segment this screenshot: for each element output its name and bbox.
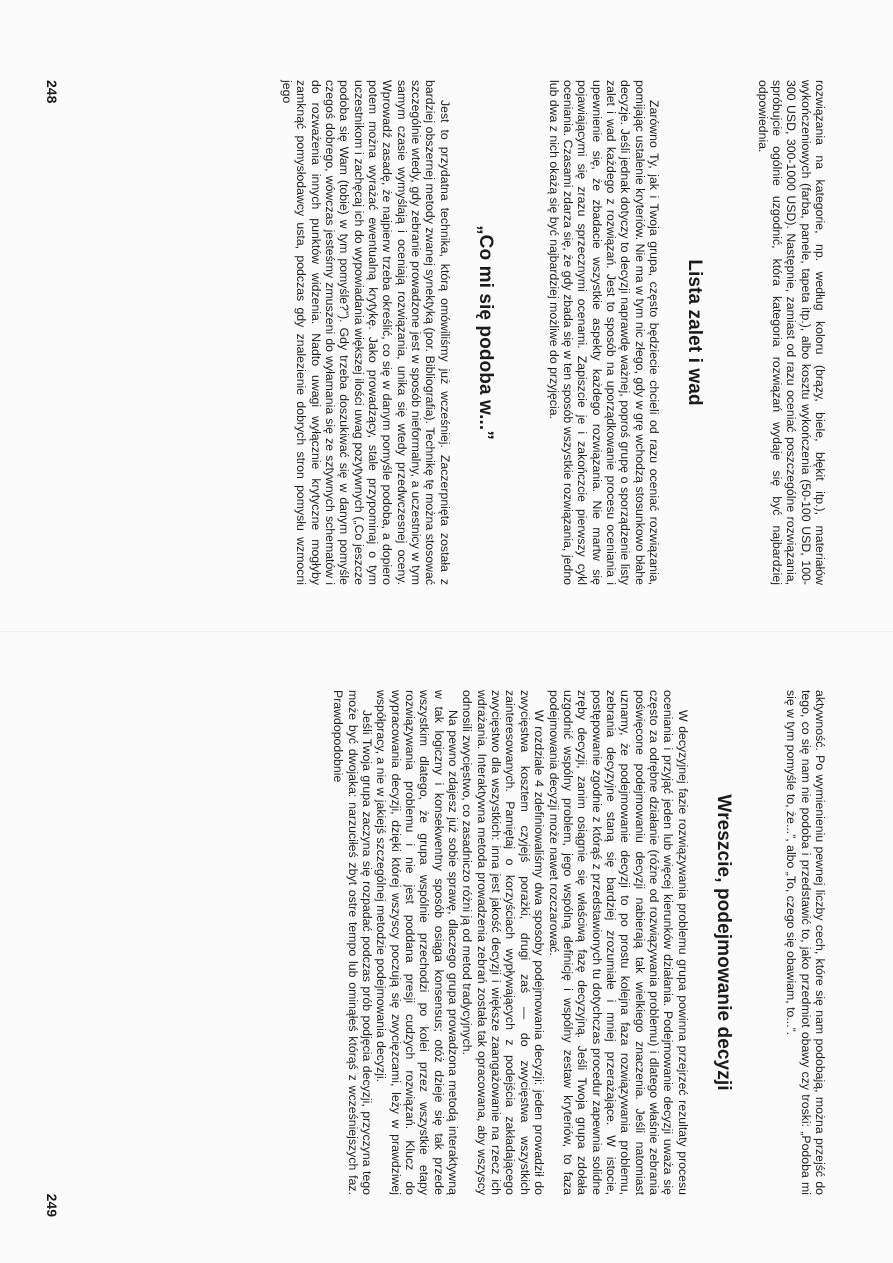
section-pros-cons-paragraph: Zarówno Ty, jak i Twoja grupa, często będziecie chcieli od razu oceniać rozwiązania, pomijając ustalenie kryteriów. Nie ma w tym nic złego, gdy w grę wchodzą stosunkowo błahe decyzje. Jeśli jednak dotyczy to decyzji naprawdę ważnej, poproś grupę o sporządzenie listy zalet i wad każdego z rozwiązań. Jest to sposób na uporządkowanie procesu oceniania i upewnienie się, że zbadacie wszystkie aspekty każdego rozwiązania. Nie martw się pojawiającymi się zrazu sprzecznymi ocenami. Zapiszcie je i zakończcie pierwszy cykl oceniania. Czasami zdarza się, że gdy zbada się w ten sposób wszystkie rozwiązania, jedno lub dwa z nich okażą się być najbardziej możliwe do przyjęcia. [546, 80, 661, 585]
decision-paragraph-3: Na pewno zdajesz już sobie sprawę, dlaczego grupa prowadzona metodą interaktywną w tak logiczny i konsekwentny sposób osiąga konsensus; otóż dzieje się tak przede wszystkim dlatego, że grupa wspólnie przechodzi po kolei przez wszystkie etapy rozwiązywania problemu i nie jest poddana presji cudzych rozwiązań. Klucz do wypracowania decyzji, dzięki której wszyscy poczują się zwycięzcami, leży w prawdziwej współpracy, a nie w jakiejś szczególnej metodzie podejmowania decyzji. [374, 690, 461, 1195]
decision-paragraph-2: W rozdziale 4 zdefiniowaliśmy dwa sposoby podejmowania decyzji: jeden prowadził do zwycięstwa kosztem czyjejś porażki, drugi zaś — do zwycięstwa wszystkich zainteresowanych. Pamiętaj o korzyściach wypływających z podejścia zakładającego zwycięstwo dla wszystkich: inna jest jakość decyzji i większe zaangażowanie na rzecz ich wdrażania. Interaktywna metoda prowadzenia zebrań została tak opracowana, aby wszyscy odnosili zwycięstwo, co zasadniczo różni ją od metod tradycyjnych. [460, 690, 547, 1195]
heading-pros-cons-list: Lista zalet i wad [684, 259, 706, 406]
decision-paragraph-4: Jeśli Twoja grupa zaczyna się rozpadać podczas prób podjęcia decyzji, przyczyna tego może być dwojaka: narzuciłeś zbyt ostre tempo lub ominąłeś którąś z wcześniejszych faz. Prawdopodobnie [331, 690, 375, 1195]
intro-paragraph: aktywność. Po wymienieniu pewnej liczby cech, które się nam podobają, można przejść do tego, co się nam nie podoba i przedstawić to, jako przedmiot obawy czy troski: „Podoba mi się w tym pomyśle to, że...”, albo „To, czego się obawiam, to...”. [784, 690, 827, 1195]
intro-paragraph: rozwiązania na kategorie, np. według koloru (brązy, biele, błękit itp.), materiałów wykończeniowych (farba, panele, tapeta itp.), albo kosztu wykończenia (50-100 USD, 100-300 USD, 300-1000 USD). Następnie, zamiast od razu oceniać poszczególne rozwiązania, spróbujcie ogólnie uzgodnić, która kategoria rozwiązań wydaje się być najbardziej odpowiednia. [755, 80, 827, 585]
heading-decision-making: Wreszcie, podejmowanie decyzji [712, 794, 734, 1091]
section-what-i-like-paragraph: Jest to przydatna technika, którą omówiliśmy już wcześniej. Zaczerpnięta została z bardziej obszernej metody zwanej synektyką (por. Bibliografia). Technikę tę można stosować szczególnie wtedy, gdy zebranie prowadzone jest w sposób nieformalny, a uczestnicy w tym samym czasie wymyślają i oceniają rozwiązania, unika się wtedy przedwczesnej oceny. Wprowadź zasadę, że najpierw trzeba określić, co się w danym pomyśle podoba, a dopiero potem można wyrażać ewentualną krytykę. Jako prowadzący, stale przypominaj o tym uczestnikom i zachęcaj ich do wypowiadania większej ilości uwag pozytywnych („Co jeszcze podoba się Wam (tobie) w tym pomyśle?”). Gdy trzeba doszukiwać się w danym pomyśle czegoś dobrego, wówczas jesteśmy zmuszeni do wyłamania się ze sztywnych schematów i do rozważenia innych punktów widzenia. Nadto uwagi wyłącznie krytyczne mogłyby zamknąć pomysłodawcy usta, podczas gdy znalezienie dobrych stron pomysłu wzmocni jego [280, 80, 452, 585]
decision-paragraph-1: W decyzyjnej fazie rozwiązywania problemu grupa powinna przejrzeć rezultaty procesu oceniania i przyjąć jeden lub więcej kierunków działania. Podejmowanie decyzji uważa się często za odrębne działanie (różne od rozwiązywania problemu) i dlatego właśnie zebrania poświęcone podejmowaniu decyzji nabierają tak wielkiego znaczenia. Jeśli natomiast uznamy, że podejmowanie decyzji to po prostu kolejna faza rozwiązywania problemu, zebrania decyzyjne staną się bardziej zrozumiałe i mniej przerażające. W istocie, postępowanie zgodnie z którąś z przedstawionych tu dotychczas procedur zapewnia solidne zręby decyzji, zanim osiągnie się właściwą fazę decyzyjną. Jeśli Twoja grupa zdołała uzgodnić wspólny problem, jego wspólną definicję i wspólny zestaw kryteriów, to faza podejmowania decyzji może nawet rozczarować. [546, 690, 690, 1195]
page-248 [0, 0, 893, 631]
page-number-249: 249 [44, 1193, 60, 1217]
page-249 [0, 632, 893, 1263]
page-248-text-column [280, 80, 827, 585]
heading-what-i-like: „Co mi się podoba w...” [475, 225, 497, 440]
page-249-text-column [331, 690, 827, 1195]
page-number-248: 248 [44, 80, 60, 104]
